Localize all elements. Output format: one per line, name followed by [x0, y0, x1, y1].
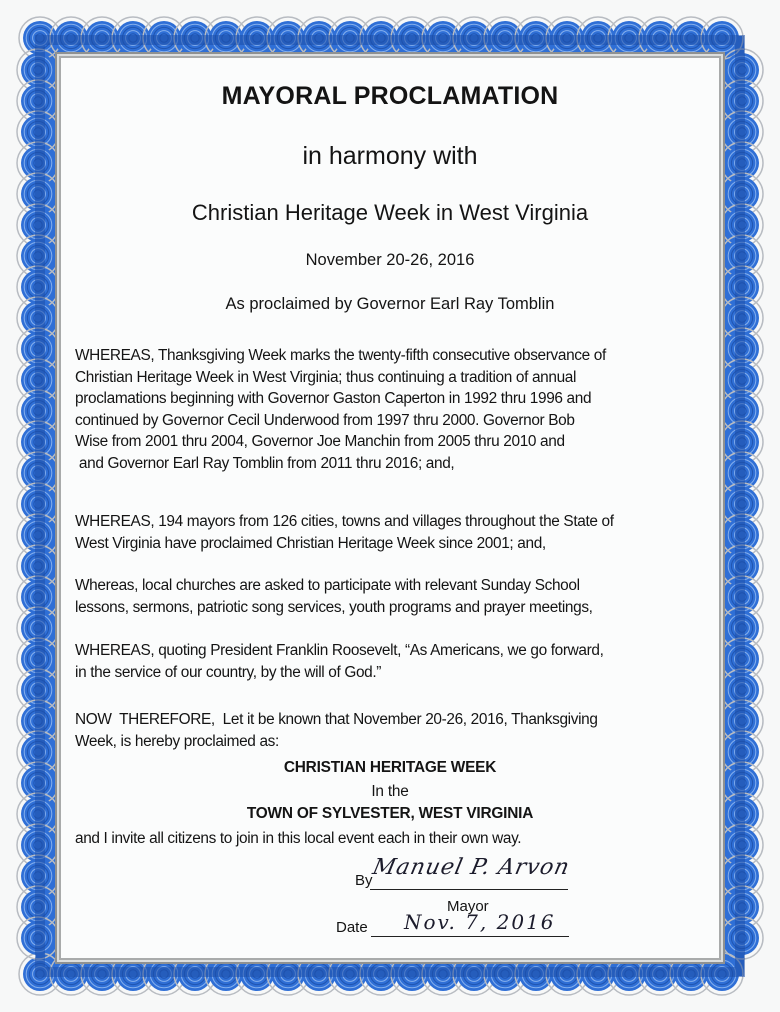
paragraph-line: proclamations beginning with Governor Gaston Caperton in 1992 thru 1996 and: [75, 390, 592, 407]
date-line: [371, 936, 569, 937]
proclaimed-town: TOWN OF SYLVESTER, WEST VIRGINIA: [246, 805, 534, 822]
handwritten-date: Nov. 7, 2016: [404, 910, 556, 934]
paragraph-line: continued by Governor Cecil Underwood from 1997 thru 2000. Governor Bob: [75, 411, 575, 429]
paragraph-line: Week, is hereby proclaimed as:: [75, 732, 279, 750]
paragraph-line: and Governor Earl Ray Tomblin from 2011 thru 2016; and,: [75, 454, 455, 472]
proclaimed-event-name: CHRISTIAN HERITAGE WEEK: [283, 759, 497, 776]
proclaimed-connector: In the: [371, 783, 409, 800]
observance-date-range: November 20-26, 2016: [305, 251, 475, 269]
paragraph-line: WHEREAS, quoting President Franklin Roosevelt, “As Americans, we go forward,: [75, 642, 604, 659]
paragraph-line: WHEREAS, 194 mayors from 126 cities, towns and villages throughout the State of: [75, 513, 614, 530]
whereas-paragraph-2: [75, 511, 725, 554]
paragraph-line: in the service of our country, by the will of God.”: [75, 663, 382, 681]
document-subtitle-harmony: in harmony with: [302, 142, 478, 170]
paragraph-line: Christian Heritage Week in West Virginia; thus continuing a tradition of annual: [75, 368, 577, 386]
signature-line: [370, 889, 568, 890]
by-label: By: [355, 872, 373, 889]
document-title: MAYORAL PROCLAMATION: [221, 82, 559, 110]
paragraph-line: lessons, sermons, patriotic song services, youth programs and prayer meetings,: [75, 598, 593, 616]
date-label: Date: [336, 919, 368, 936]
mayor-role-label: Mayor: [447, 898, 489, 915]
now-therefore-paragraph: [75, 709, 725, 752]
mayor-signature: Manuel P. Arvon: [370, 855, 573, 880]
whereas-paragraph-4: [75, 640, 725, 683]
proclaimed-by-line: As proclaimed by Governor Earl Ray Tomblin: [225, 295, 555, 313]
paragraph-line: West Virginia have proclaimed Christian Heritage Week since 2001; and,: [75, 534, 546, 552]
document-subtitle-heritage-week: Christian Heritage Week in West Virginia: [191, 200, 589, 225]
paragraph-line: NOW THEREFORE, Let it be known that November 20-26, 2016, Thanksgiving: [75, 711, 598, 728]
paragraph-line: Whereas, local churches are asked to participate with relevant Sunday School: [75, 577, 580, 594]
whereas-paragraph-1: [75, 345, 725, 474]
paragraph-line: WHEREAS, Thanksgiving Week marks the twenty-fifth consecutive observance of: [75, 347, 606, 364]
whereas-paragraph-3: [75, 575, 725, 618]
invitation-line: and I invite all citizens to join in this local event each in their own way.: [75, 830, 522, 847]
paragraph-line: Wise from 2001 thru 2004, Governor Joe Manchin from 2005 thru 2010 and: [75, 433, 565, 450]
